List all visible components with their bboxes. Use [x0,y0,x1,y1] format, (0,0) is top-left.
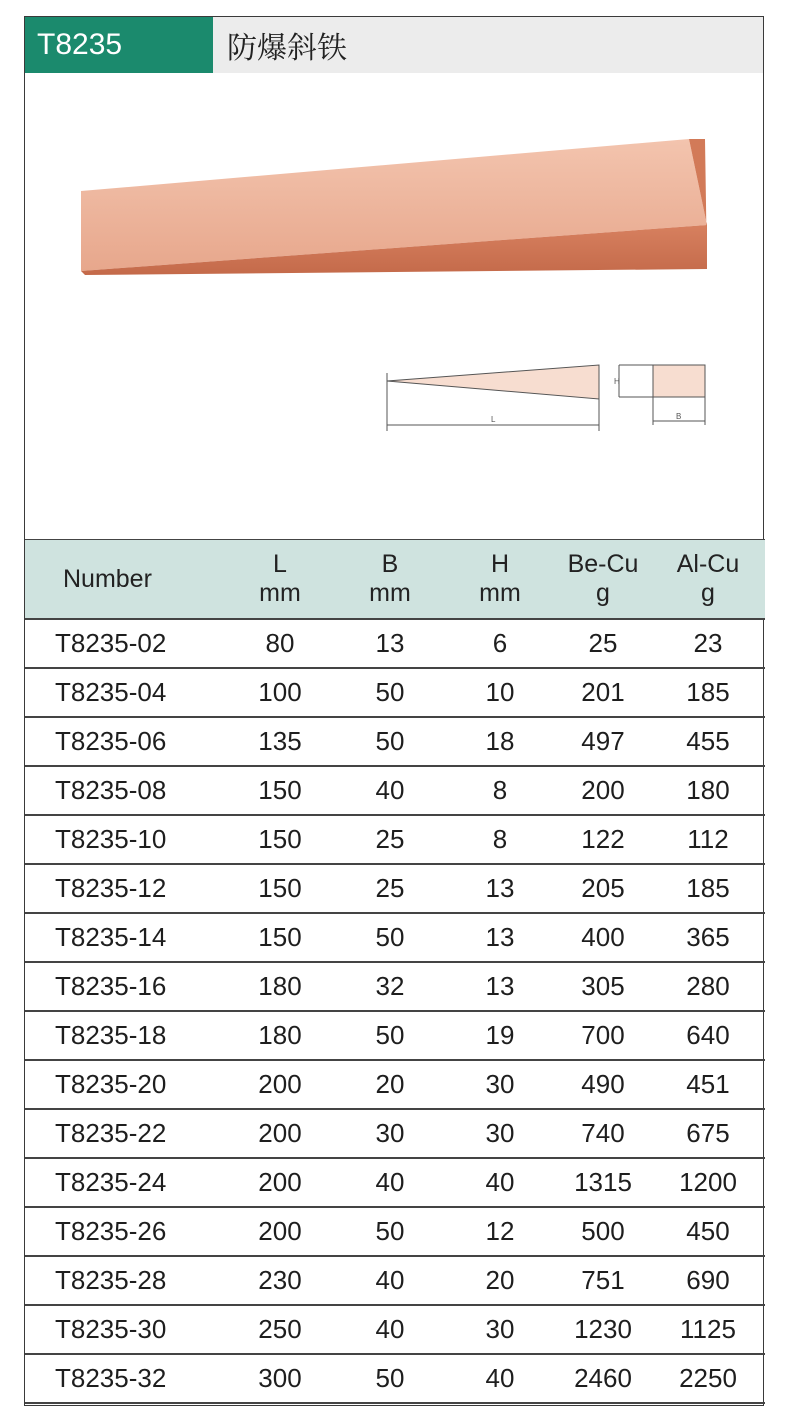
cell-width: 32 [335,962,445,1011]
cell-height: 8 [445,815,555,864]
cell-be-cu: 201 [555,668,651,717]
length-label: L [491,415,496,424]
column-name: Be-Cu [567,550,639,578]
cell-length: 180 [225,962,335,1011]
cell-height: 18 [445,717,555,766]
end-view-drawing [619,365,705,425]
product-image-area [25,73,763,539]
cell-height: 6 [445,619,555,668]
cell-length: 150 [225,815,335,864]
cell-height: 30 [445,1305,555,1354]
cell-al-cu: 690 [651,1256,765,1305]
cell-al-cu: 1200 [651,1158,765,1207]
cell-height: 40 [445,1354,555,1403]
cell-length: 200 [225,1060,335,1109]
column-name: B [381,550,399,578]
column-unit: g [596,579,610,607]
cell-width: 40 [335,1158,445,1207]
cell-be-cu: 490 [555,1060,651,1109]
cell-length: 80 [225,619,335,668]
cell-al-cu: 675 [651,1109,765,1158]
cell-length: 200 [225,1158,335,1207]
cell-be-cu: 1230 [555,1305,651,1354]
table-row [25,1354,765,1403]
table-row [25,1256,765,1305]
cell-length: 300 [225,1354,335,1403]
cell-number: T8235-04 [25,668,225,717]
cell-height: 12 [445,1207,555,1256]
cell-be-cu: 305 [555,962,651,1011]
table-row [25,1207,765,1256]
cell-be-cu: 500 [555,1207,651,1256]
cell-number: T8235-18 [25,1011,225,1060]
column-name: Number [63,564,152,593]
cell-al-cu: 112 [651,815,765,864]
table-row [25,717,765,766]
table-row [25,962,765,1011]
column-name: H [490,550,510,578]
cell-al-cu: 185 [651,864,765,913]
cell-be-cu: 751 [555,1256,651,1305]
cell-be-cu: 205 [555,864,651,913]
cell-height: 10 [445,668,555,717]
product-title: 防爆斜铁 [213,17,763,73]
cell-length: 230 [225,1256,335,1305]
cell-width: 50 [335,1207,445,1256]
cell-number: T8235-08 [25,766,225,815]
cell-length: 150 [225,913,335,962]
cell-be-cu: 700 [555,1011,651,1060]
col-width [335,540,445,620]
cell-be-cu: 1315 [555,1158,651,1207]
cell-al-cu: 451 [651,1060,765,1109]
wedge-illustration [25,73,762,539]
cell-width: 50 [335,717,445,766]
cell-al-cu: 280 [651,962,765,1011]
cell-be-cu: 2460 [555,1354,651,1403]
cell-length: 100 [225,668,335,717]
cell-width: 50 [335,1011,445,1060]
cell-be-cu: 400 [555,913,651,962]
cell-height: 30 [445,1109,555,1158]
cell-number: T8235-14 [25,913,225,962]
cell-number: T8235-22 [25,1109,225,1158]
cell-be-cu: 200 [555,766,651,815]
column-unit: mm [369,579,411,607]
cell-height: 40 [445,1158,555,1207]
cell-al-cu: 450 [651,1207,765,1256]
cell-al-cu: 455 [651,717,765,766]
cell-be-cu: 25 [555,619,651,668]
cell-number: T8235-24 [25,1158,225,1207]
cell-number: T8235-32 [25,1354,225,1403]
cell-be-cu: 122 [555,815,651,864]
width-label: B [676,412,682,421]
cell-width: 40 [335,766,445,815]
column-name: Al-Cu [676,550,740,578]
model-number: T8235 [25,17,213,73]
col-height [445,540,555,620]
cell-al-cu: 640 [651,1011,765,1060]
cell-width: 50 [335,913,445,962]
cell-length: 180 [225,1011,335,1060]
cell-number: T8235-30 [25,1305,225,1354]
cell-number: T8235-28 [25,1256,225,1305]
cell-height: 19 [445,1011,555,1060]
cell-number: T8235-02 [25,619,225,668]
cell-be-cu: 497 [555,717,651,766]
cell-al-cu: 23 [651,619,765,668]
cell-number: T8235-20 [25,1060,225,1109]
cell-number: T8235-26 [25,1207,225,1256]
cell-length: 150 [225,766,335,815]
cell-length: 200 [225,1109,335,1158]
cell-height: 13 [445,913,555,962]
table-row [25,1158,765,1207]
cell-number: T8235-16 [25,962,225,1011]
table-row [25,1011,765,1060]
cell-al-cu: 2250 [651,1354,765,1403]
cell-height: 13 [445,864,555,913]
table-row [25,766,765,815]
cell-al-cu: 185 [651,668,765,717]
cell-height: 8 [445,766,555,815]
cell-height: 30 [445,1060,555,1109]
table-body [25,619,765,1403]
cell-width: 50 [335,1354,445,1403]
cell-number: T8235-06 [25,717,225,766]
cell-height: 13 [445,962,555,1011]
cell-width: 30 [335,1109,445,1158]
cell-number: T8235-12 [25,864,225,913]
cell-width: 20 [335,1060,445,1109]
header-bar [25,17,763,73]
cell-be-cu: 740 [555,1109,651,1158]
cell-length: 250 [225,1305,335,1354]
wedge-photo [81,139,707,275]
table-row [25,1109,765,1158]
table-header-row [25,540,765,620]
column-unit: mm [259,579,301,607]
cell-width: 40 [335,1305,445,1354]
cell-width: 40 [335,1256,445,1305]
column-unit: mm [479,579,521,607]
cell-length: 200 [225,1207,335,1256]
table-row [25,1060,765,1109]
table-row [25,619,765,668]
cell-width: 13 [335,619,445,668]
table-row [25,864,765,913]
table-row [25,668,765,717]
col-number [25,540,225,620]
table-row [25,913,765,962]
cell-width: 25 [335,864,445,913]
cell-width: 25 [335,815,445,864]
table-row [25,1305,765,1354]
height-label: H [614,377,620,386]
column-name: L [273,550,287,578]
cell-height: 20 [445,1256,555,1305]
cell-al-cu: 180 [651,766,765,815]
cell-al-cu: 365 [651,913,765,962]
column-unit: g [701,579,715,607]
col-be-cu [555,540,651,620]
cell-length: 150 [225,864,335,913]
spec-sheet [24,16,764,1406]
cell-length: 135 [225,717,335,766]
cell-al-cu: 1125 [651,1305,765,1354]
cell-width: 50 [335,668,445,717]
table-row [25,815,765,864]
spec-table [25,539,765,1404]
col-length [225,540,335,620]
col-al-cu [651,540,765,620]
cell-number: T8235-10 [25,815,225,864]
